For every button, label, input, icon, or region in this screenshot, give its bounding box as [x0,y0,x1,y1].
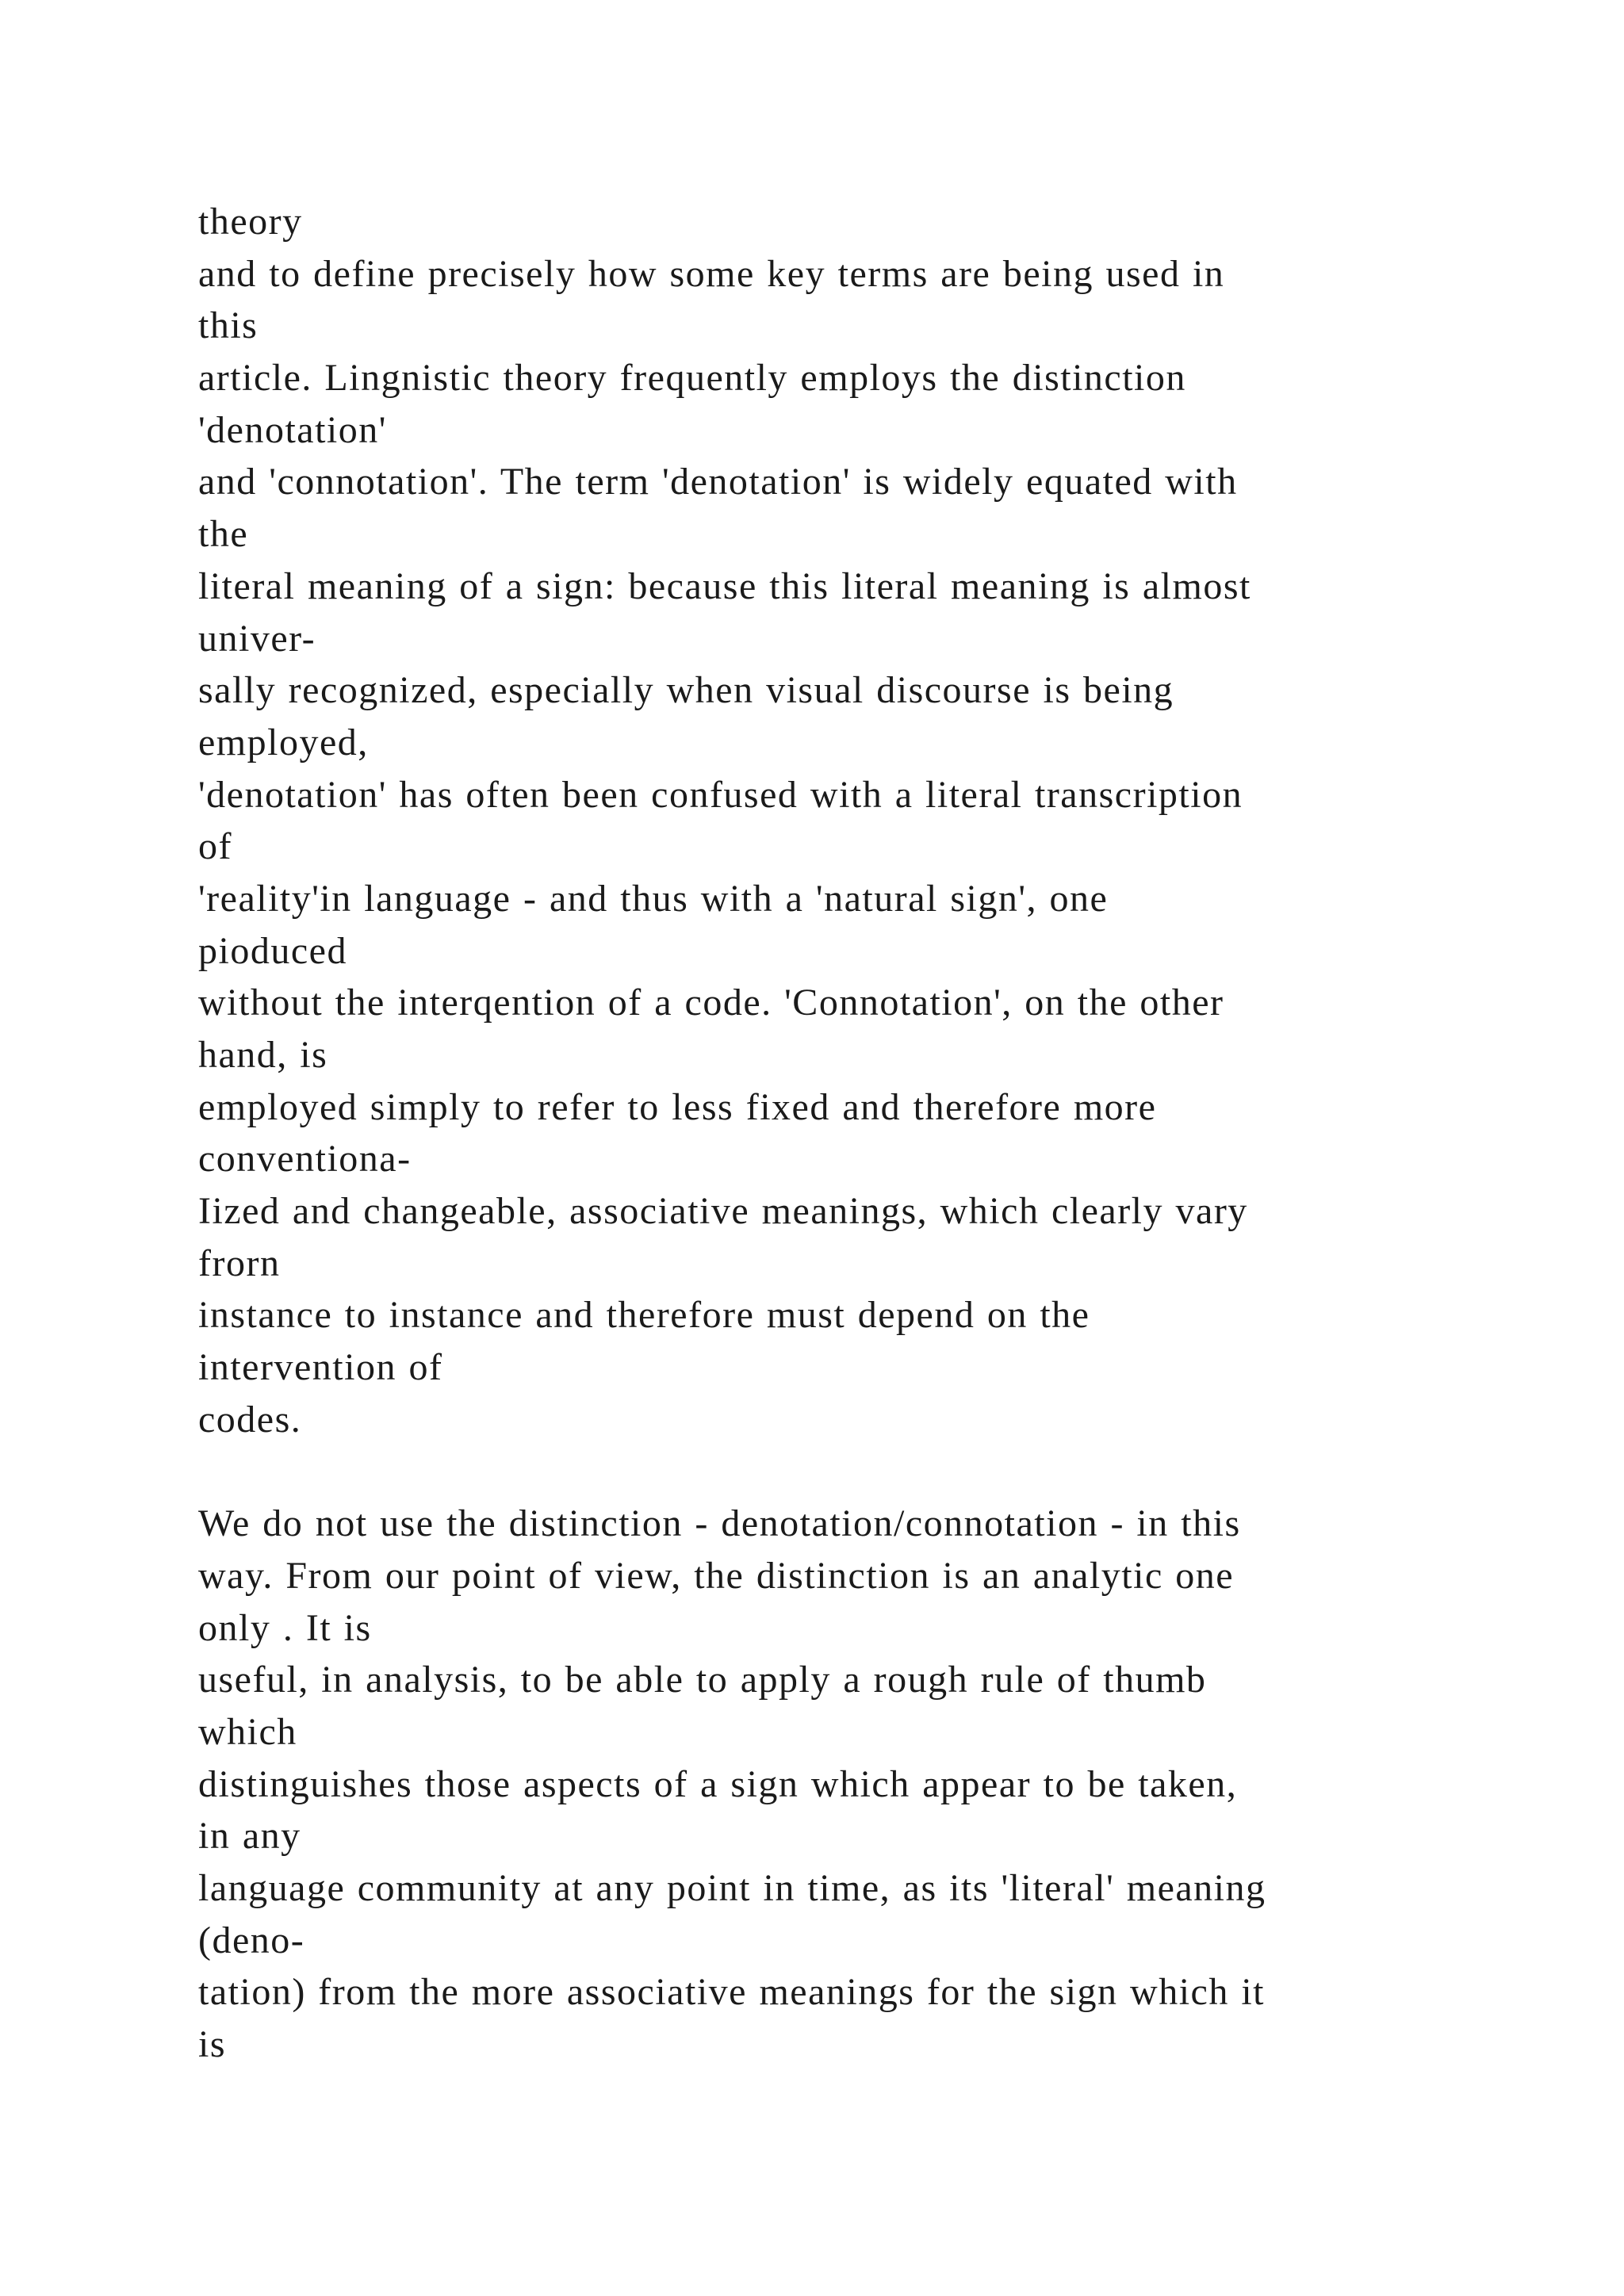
document-body [198,196,1546,2071]
text-line: theory [198,201,303,243]
text-line: instance to instance and therefore must depend on the [198,1294,1090,1337]
text-line: without the interqention of a code. 'Connotation', on the other [198,982,1224,1024]
text-line: only . It is [198,1606,372,1649]
text-line: 'denotation' [198,408,387,451]
text-line: is [198,2023,227,2066]
text-line: 'denotation' has often been confused with a literal transcription [198,773,1243,816]
text-line: and to define precisely how some key terms are being used in [198,252,1225,295]
text-line: codes. [198,1398,302,1441]
text-line: useful, in analysis, to be able to apply a rough rule of thumb [198,1659,1207,1701]
text-line: of [198,825,232,868]
paragraph-break [198,1446,1546,1498]
text-line: the [198,513,249,556]
text-line: and 'connotation'. The term 'denotation' is widely equated with [198,461,1238,503]
text-line: this [198,304,259,347]
text-line: employed simply to refer to less fixed and therefore more [198,1085,1157,1128]
text-line: sally recognized, especially when visual discourse is being [198,669,1174,712]
text-line: pioduced [198,929,347,972]
text-line: 'reality'in language - and thus with a 'natural sign', one [198,877,1109,920]
paragraph-2 [198,1498,1546,2071]
text-line: conventiona- [198,1138,412,1181]
text-line: in any [198,1815,301,1858]
text-line: frorn [198,1242,281,1284]
text-line: language community at any point in time, as its 'literal' meaning [198,1867,1266,1909]
text-line: univer- [198,617,316,660]
text-line: literal meaning of a sign: because this literal meaning is almost [198,564,1251,607]
text-line: tation) from the more associative meanings for the sign which it [198,1971,1266,2014]
text-line: way. From our point of view, the distinction is an analytic one [198,1554,1235,1597]
text-line: article. Lingnistic theory frequently employs the distinction [198,357,1186,400]
text-line: hand, is [198,1034,328,1076]
text-line: intervention of [198,1346,443,1389]
text-line: distinguishes those aspects of a sign which appear to be taken, [198,1762,1238,1805]
paragraph-1 [198,196,1546,1446]
text-line: which [198,1710,297,1753]
text-line: employed, [198,721,369,763]
text-line: We do not use the distinction - denotation/connotation - in this [198,1502,1241,1545]
text-line: Iized and changeable, associative meanings, which clearly vary [198,1190,1248,1233]
text-line: (deno- [198,1919,305,1961]
